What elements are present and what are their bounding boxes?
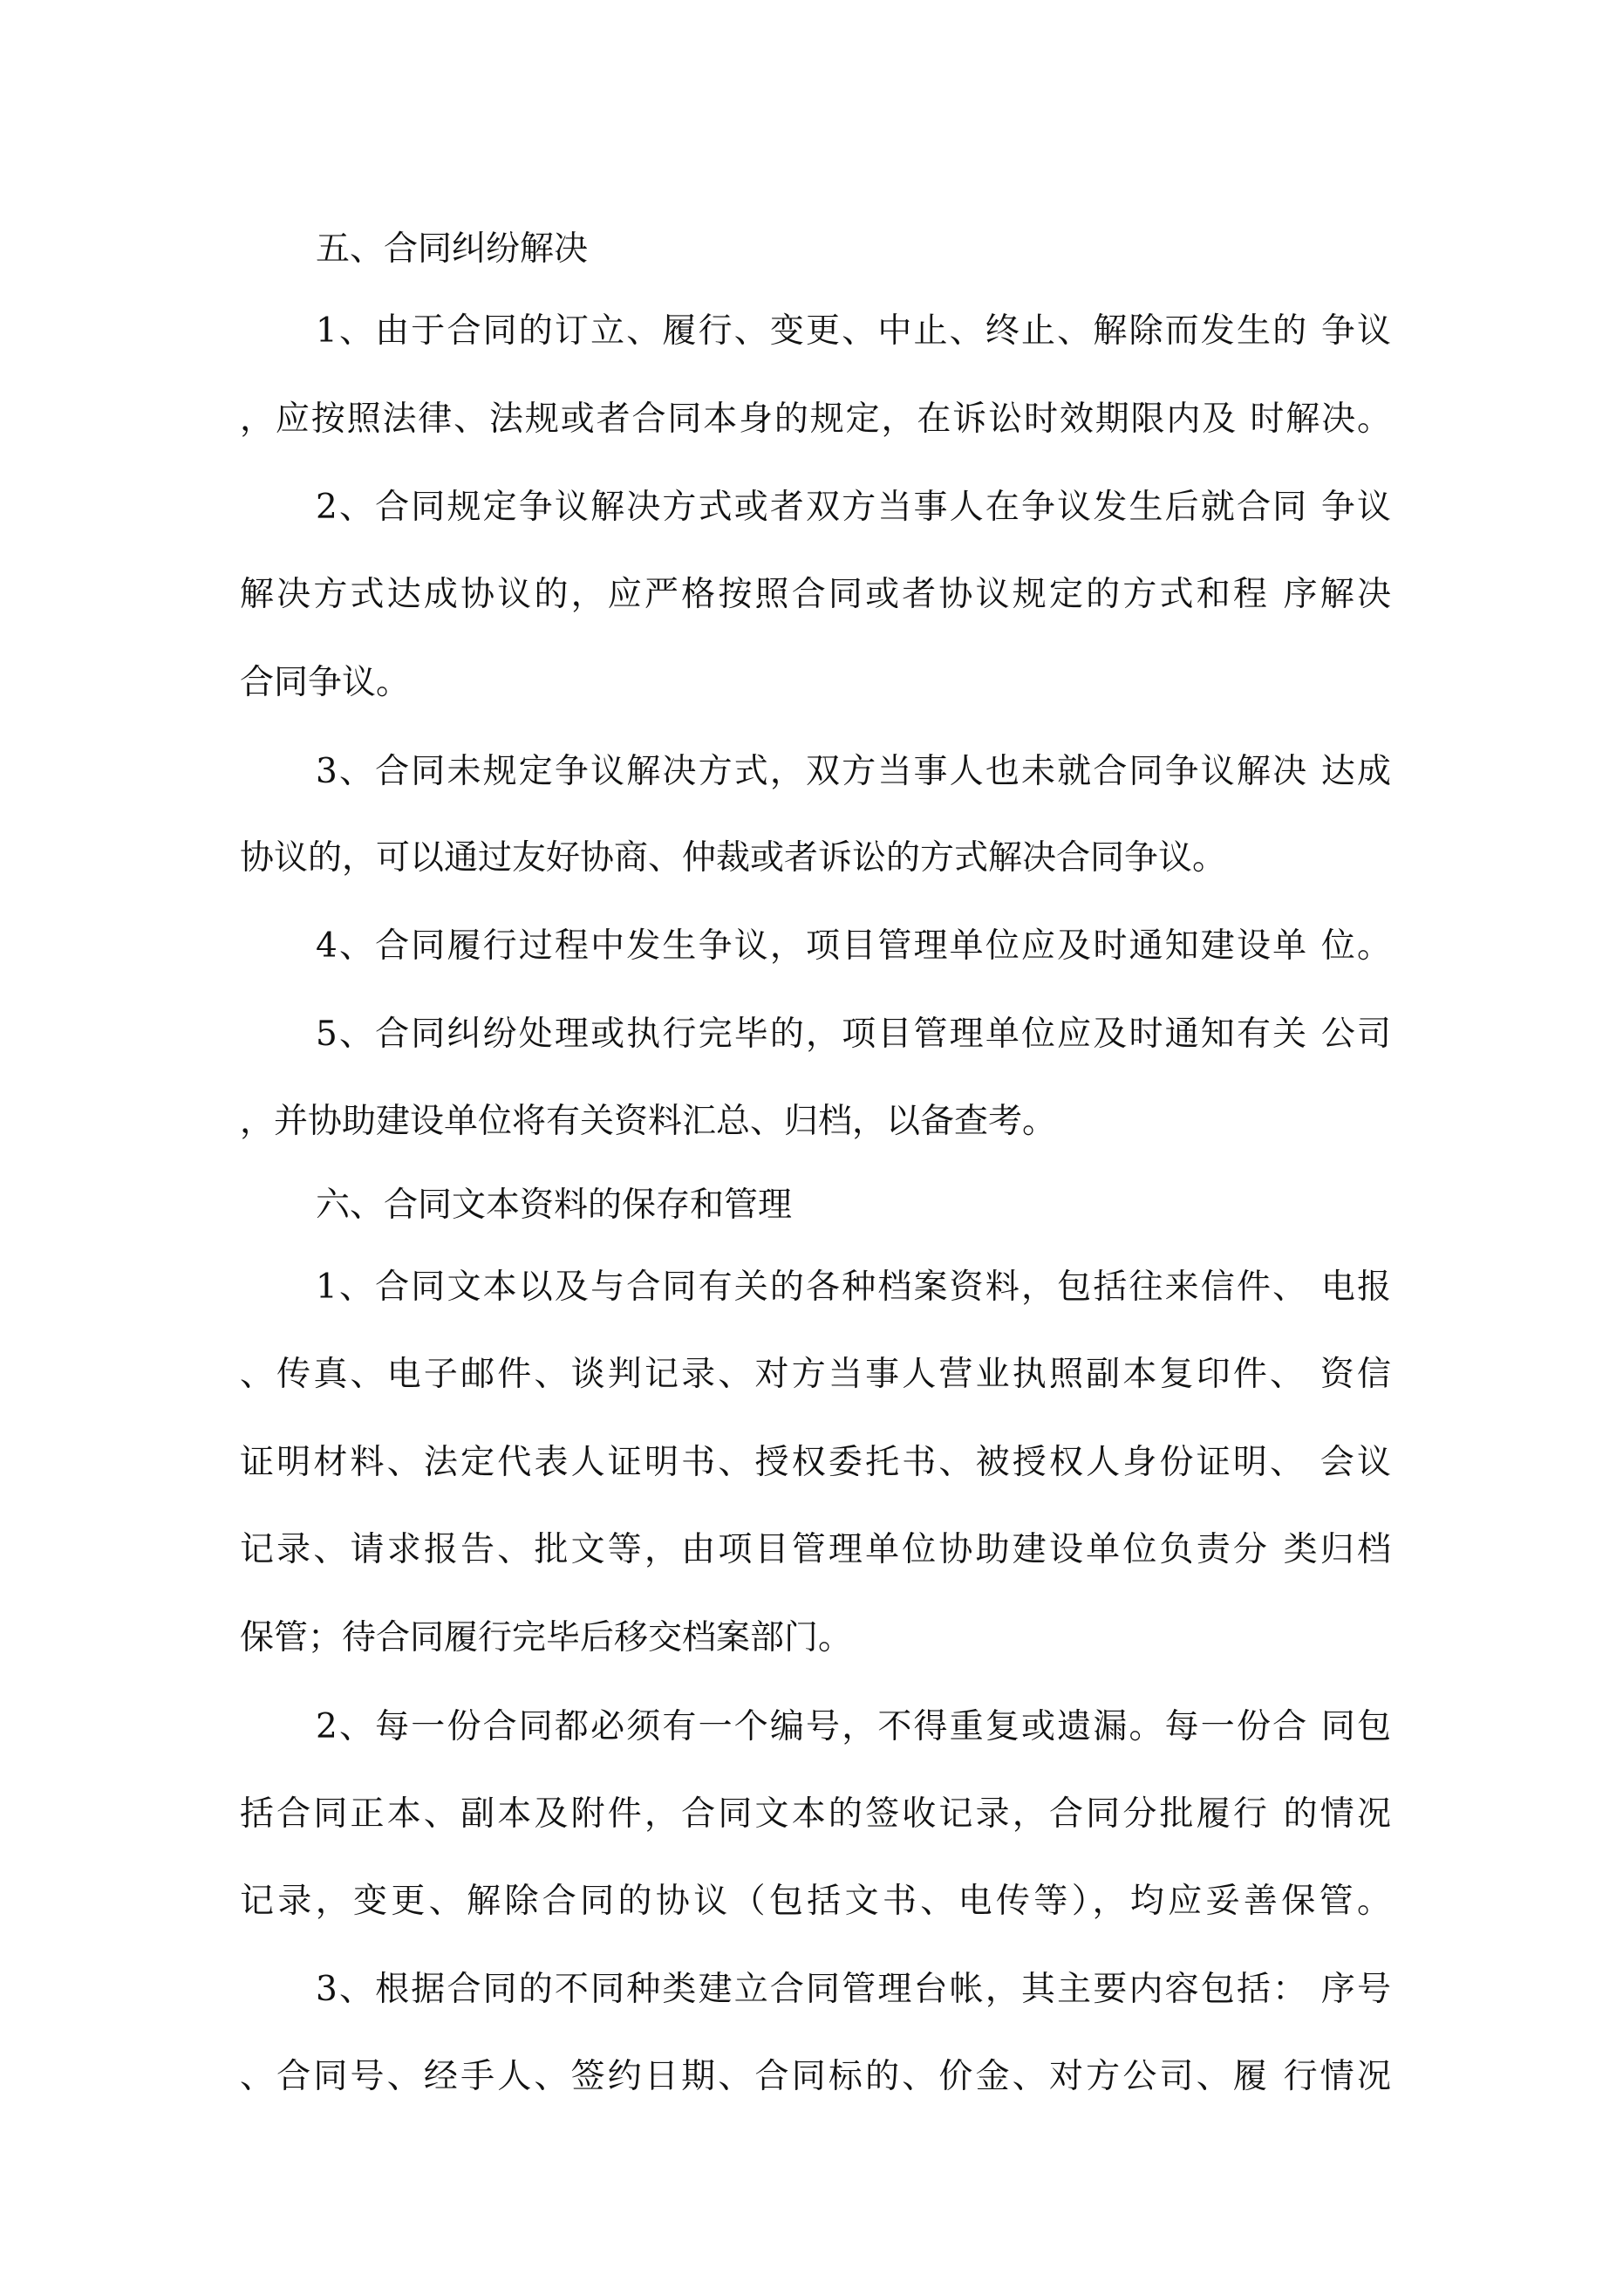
paragraph-line: 、合同号、经手人、签约日期、合同标的、价金、对方公司、履 行情况 — [240, 2057, 1391, 2096]
section-heading: 五、合同纠纷解决 — [316, 229, 589, 269]
paragraph-line: 解决方式达成协议的，应严格按照合同或者协议规定的方式和程 序解决 — [240, 575, 1391, 614]
paragraph-line: 2、每一份合同都必须有一个编号，不得重复或遗漏。每一份合 同包 — [316, 1707, 1391, 1746]
paragraph-line: 1、合同文本以及与合同有关的各种档案资料，包括往来信件、 电报 — [316, 1268, 1391, 1307]
paragraph-line: 保管；待合同履行完毕后移交档案部门。 — [240, 1618, 853, 1657]
paragraph-line: 协议的，可以通过友好协商、仲裁或者诉讼的方式解决合同争议。 — [240, 838, 1227, 878]
paragraph-line: 记录、请求报告、批文等，由项目管理单位协助建设单位负责分 类归档 — [240, 1530, 1391, 1569]
section-heading: 六、合同文本资料的保存和管理 — [316, 1186, 793, 1225]
paragraph-line: 3、合同未规定争议解决方式，双方当事人也未就合同争议解决 达成 — [316, 752, 1391, 791]
paragraph-line: 5、合同纠纷处理或执行完毕的，项目管理单位应及时通知有关 公司 — [316, 1015, 1391, 1054]
paragraph-line: ，并协助建设单位将有关资料汇总、归档，以备查考。 — [240, 1102, 1057, 1141]
paragraph-line: 括合同正本、副本及附件，合同文本的签收记录，合同分批履行 的情况 — [240, 1794, 1391, 1834]
paragraph-line: 1、由于合同的订立、履行、变更、中止、终止、解除而发生的 争议 — [316, 311, 1391, 351]
paragraph-line: 4、合同履行过程中发生争议，项目管理单位应及时通知建设单 位。 — [316, 926, 1391, 966]
paragraph-line: 合同争议。 — [240, 663, 411, 702]
paragraph-line: 证明材料、法定代表人证明书、授权委托书、被授权人身份证明、 会议 — [240, 1443, 1391, 1482]
paragraph-line: 记录，变更、解除合同的协议（包括文书、电传等），均应妥善保管。 — [240, 1882, 1391, 1921]
paragraph-line: 3、根据合同的不同种类建立合同管理台帐，其主要内容包括： 序号 — [316, 1970, 1391, 2009]
paragraph-line: ，应按照法律、法规或者合同本身的规定，在诉讼时效期限内及 时解决。 — [240, 400, 1391, 439]
paragraph-line: 2、合同规定争议解决方式或者双方当事人在争议发生后就合同 争议 — [316, 488, 1391, 527]
paragraph-line: 、传真、电子邮件、谈判记录、对方当事人营业执照副本复印件、 资信 — [240, 1355, 1391, 1394]
